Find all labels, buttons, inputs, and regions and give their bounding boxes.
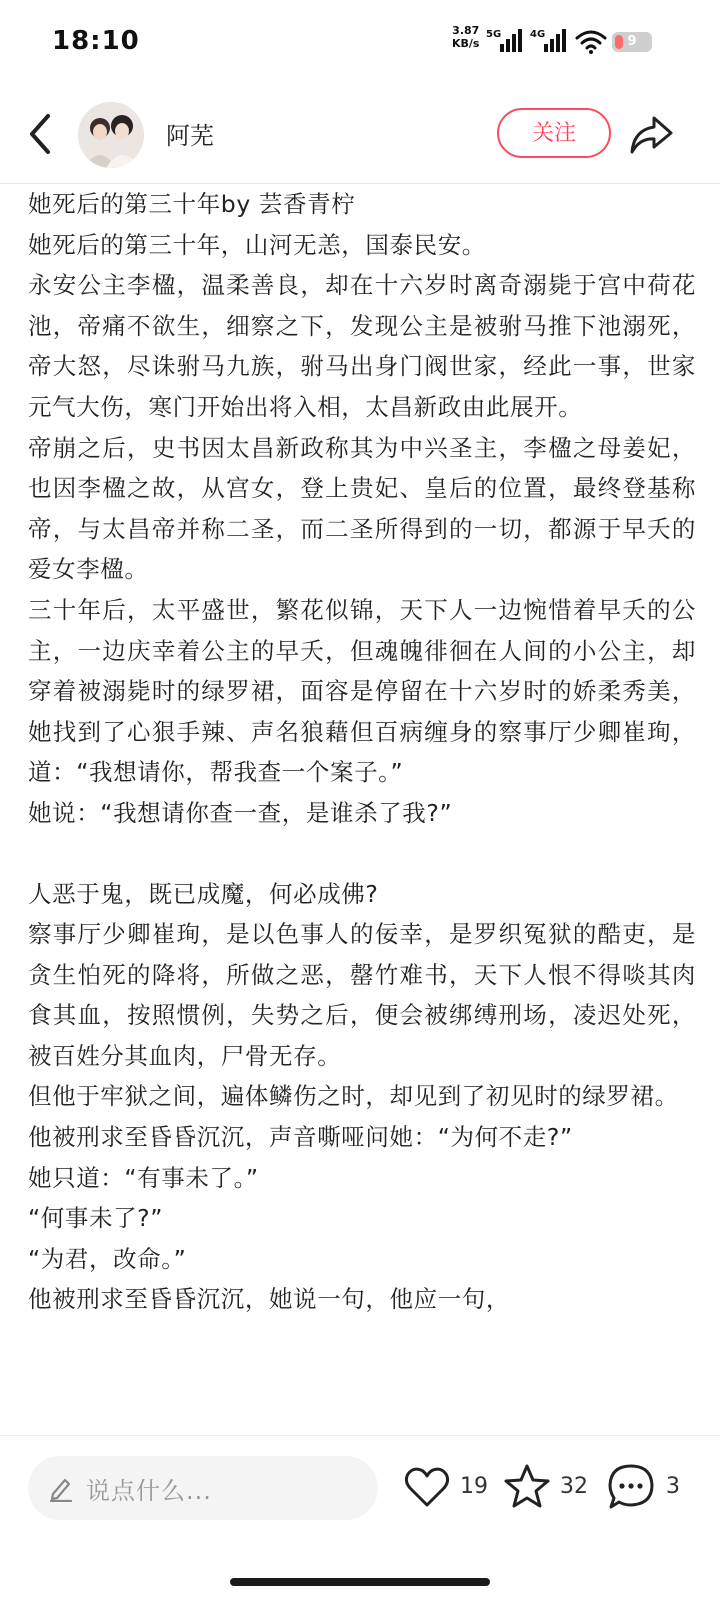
paragraph: 永安公主李楹，温柔善良，却在十六岁时离奇溺毙于宫中荷花池，帝痛不欲生，细察之下，发现公主是被驸马推下池溺死，帝大怒，尽诛驸马九族，驸马出身门阀世家，经此一事，世家元气大伤，寒门开始出将入相，太昌新政由此展开。 <box>28 271 696 421</box>
author-avatar[interactable] <box>78 102 144 168</box>
chat-bubble-icon <box>606 1462 656 1512</box>
heart-icon <box>402 1462 452 1512</box>
paragraph: 但他于牢狱之间，遍体鳞伤之时，却见到了初见时的绿罗裙。 <box>28 1082 679 1111</box>
paragraph: 她只道：“有事未了。” <box>28 1163 259 1192</box>
like-button[interactable] <box>402 1462 492 1514</box>
paragraph: 三十年后，太平盛世，繁花似锦，天下人一边惋惜着早夭的公主，一边庆幸着公主的早夭，但魂魄徘徊在人间的小公主，却穿着被溺毙时的绿罗裙，面容是停留在十六岁时的娇柔秀美，她找到了心狠手辣、声名狼藉但百病缠身的察事厅少卿崔珣，道：“我想请你，帮我查一个案子。” <box>28 595 696 787</box>
signal-4g-icon <box>530 28 570 54</box>
network-speed-value: 3.87 <box>452 24 480 37</box>
home-indicator[interactable] <box>230 1578 490 1586</box>
network-label-4g: 4G <box>530 29 546 40</box>
like-count: 19 <box>460 1474 488 1499</box>
comment-button[interactable] <box>606 1462 690 1514</box>
back-button[interactable] <box>22 110 62 158</box>
signal-5g-icon <box>486 28 526 54</box>
status-time: 18:10 <box>52 26 140 56</box>
favorite-count: 32 <box>560 1474 588 1499</box>
follow-button[interactable]: 关注 <box>497 108 611 158</box>
chevron-left-icon <box>22 110 62 158</box>
star-icon <box>502 1462 552 1512</box>
battery-icon <box>612 32 652 52</box>
paragraph: 她死后的第三十年，山河无恙，国泰民安。 <box>28 230 486 259</box>
battery-level: 9 <box>627 34 637 49</box>
post-header <box>0 96 720 180</box>
paragraph: 察事厅少卿崔珣，是以色事人的佞幸，是罗织冤狱的酷吏，是贪生怕死的降将，所做之恶，罄竹难书，天下人恨不得啖其肉食其血，按照惯例，失势之后，便会被绑缚刑场，凌迟处死，被百姓分其血肉，尸骨无存。 <box>28 920 696 1070</box>
post-content <box>28 184 696 1434</box>
comment-input[interactable] <box>28 1456 378 1520</box>
paragraph: 他被刑求至昏昏沉沉，声音嘶哑问她：“为何不走?” <box>28 1123 573 1152</box>
post-title-line: 她死后的第三十年by 芸香青柠 <box>28 190 356 218</box>
paragraph: “何事未了?” <box>28 1204 164 1233</box>
network-speed-unit: KB/s <box>452 37 480 50</box>
paragraph: 帝崩之后，史书因太昌新政称其为中兴圣主，李楹之母姜妃，也因李楹之故，从宫女，登上贵妃、皇后的位置，最终登基称帝，与太昌帝并称二圣，而二圣所得到的一切，都源于早夭的爱女李楹。 <box>28 433 696 584</box>
share-button[interactable] <box>628 114 674 156</box>
network-speed <box>452 24 479 50</box>
share-arrow-icon <box>628 114 674 156</box>
status-bar <box>0 0 720 84</box>
wifi-icon <box>575 30 607 54</box>
avatar-photo-icon <box>78 102 144 168</box>
network-label-5g: 5G <box>486 29 502 40</box>
pen-icon <box>48 1474 74 1502</box>
comment-placeholder: 说点什么... <box>86 1477 212 1505</box>
bottom-divider <box>0 1435 720 1436</box>
paragraph: 她说：“我想请你查一查，是谁杀了我?” <box>28 798 453 827</box>
author-name[interactable]: 阿芜 <box>166 122 214 150</box>
paragraph: 他被刑求至昏昏沉沉，她说一句，他应一句， <box>28 1285 510 1314</box>
favorite-button[interactable] <box>502 1462 592 1514</box>
comment-count: 3 <box>666 1474 680 1499</box>
paragraph: 人恶于鬼，既已成魔，何必成佛? <box>28 879 379 908</box>
paragraph: “为君，改命。” <box>28 1244 187 1273</box>
